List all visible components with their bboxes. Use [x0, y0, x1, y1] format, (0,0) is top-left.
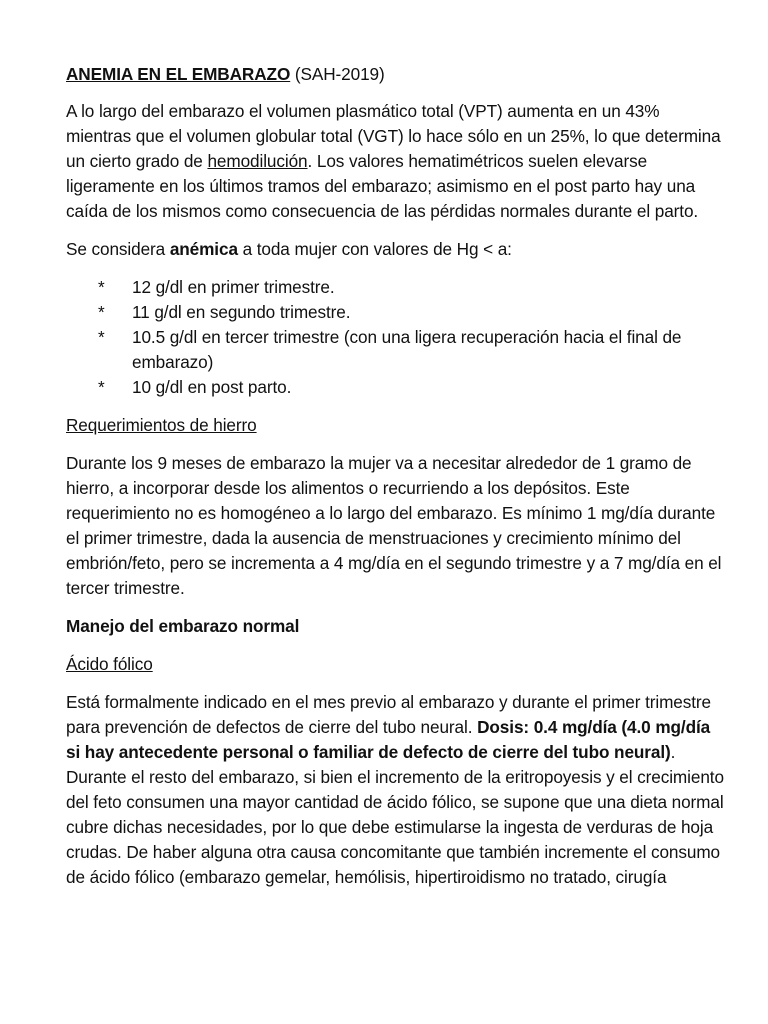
list-item [66, 375, 728, 400]
intro-text-2: . Los valores hematimétricos suelen elevarse ligeramente en los últimos tramos del embarazo; asimismo en el post parto hay una caída de los mismos como consecuencia de las pérdidas normales durante el parto. [66, 151, 699, 221]
bullet-asterisk: * [98, 277, 105, 297]
title-main: ANEMIA EN EL EMBARAZO [66, 64, 291, 84]
list-item-text: 10 g/dl en post parto. [132, 377, 292, 397]
normal-pregnancy-heading: Manejo del embarazo normal [66, 616, 300, 636]
list-item-text: 11 g/dl en segundo trimestre. [132, 302, 351, 322]
bullet-asterisk: * [98, 377, 105, 397]
list-item-text: 12 g/dl en primer trimestre. [132, 277, 335, 297]
iron-requirements-heading: Requerimientos de hierro [66, 415, 257, 435]
folic-text-2: . Durante el resto del embarazo, si bien el incremento de la eritropoyesis y el crecimiento del feto consumen una mayor cantidad de ácido fólico, se supone que una dieta normal cubre dichas necesidades, por lo que debe estimularse la ingesta de verduras de hoja crudas. De haber alguna otra causa concomitante que también incremente el consumo de ácido fólico (embarazo gemelar, hemólisis, hipertiroidismo no tratado, cirugía [66, 742, 724, 887]
folic-acid-paragraph [66, 690, 728, 890]
iron-requirements-paragraph: Durante los 9 meses de embarazo la mujer va a necesitar alrededor de 1 gramo de hierro, a incorporar desde los alimentos o recurriendo a los depósitos. Este requerimiento no es homogéneo a lo largo del embarazo. Es mínimo 1 mg/día durante el primer trimestre, dada la ausencia de menstruaciones y crecimiento mínimo del embrión/feto, pero se incrementa a 4 mg/día en el segundo trimestre y a 7 mg/día en el tercer trimestre. [66, 453, 722, 598]
hemodilution-term: hemodilución [207, 151, 308, 171]
list-item [66, 325, 728, 375]
list-item [66, 300, 728, 325]
bullet-asterisk: * [98, 302, 105, 322]
folic-dose: Dosis: 0.4 mg/día (4.0 mg/día si hay antecedente personal o familiar de defecto de cierre del tubo neural) [66, 717, 711, 762]
list-item-text: 10.5 g/dl en tercer trimestre (con una ligera recuperación hacia el final de embarazo) [132, 327, 682, 372]
bullet-asterisk: * [98, 327, 105, 347]
folic-acid-heading: Ácido fólico [66, 654, 153, 674]
intro-text-1: A lo largo del embarazo el volumen plasmático total (VPT) aumenta en un 43% mientras que el volumen globular total (VGT) lo hace sólo en un 25%, lo que determina un cierto grado de [66, 101, 721, 171]
hemoglobin-threshold-list [66, 275, 728, 400]
folic-text-1: Está formalmente indicado en el mes previo al embarazo y durante el primer trimestre para prevención de defectos de cierre del tubo neural. [66, 692, 712, 737]
intro-paragraph [66, 99, 728, 224]
document-title [66, 62, 728, 87]
anemia-definition [66, 237, 728, 262]
anemia-def-before: Se considera [66, 239, 170, 259]
anemia-def-after: a toda mujer con valores de Hg < a: [237, 239, 512, 259]
anemia-def-term: anémica [169, 239, 238, 259]
list-item [66, 275, 728, 300]
title-source: (SAH-2019) [290, 64, 385, 84]
